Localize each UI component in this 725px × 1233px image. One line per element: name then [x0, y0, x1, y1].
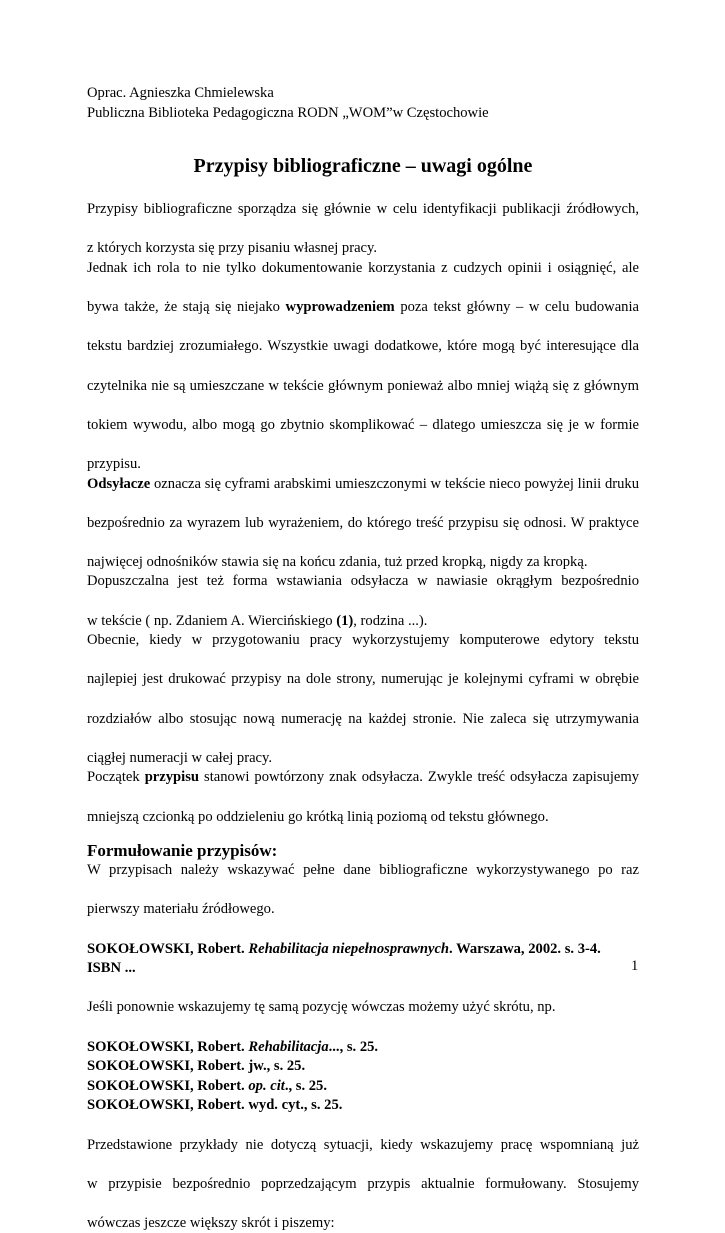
- citation-details: ..., s. 25.: [329, 1039, 378, 1055]
- citation-details: . Warszawa, 2002. s. 3-4.: [449, 941, 601, 957]
- citation-line: [87, 1057, 639, 1077]
- text-span: bywa także, że stają się niejako: [87, 299, 286, 315]
- text-line: z których korzysta się przy pisaniu własnej pracy.: [87, 239, 639, 259]
- text-span: Początek: [87, 769, 145, 785]
- citation-line: [87, 1038, 639, 1058]
- citation-text: SOKOŁOWSKI, Robert. wyd. cyt., s. 25.: [87, 1097, 342, 1113]
- citation-isbn: [87, 959, 639, 979]
- text-line: bezpośrednio za wyrazem lub wyrażeniem, do którego treść przypisu się odnosi. W praktyce: [87, 514, 639, 553]
- text-line: w przypisie bezpośrednio poprzedzającym przypis aktualnie formułowany. Stosujemy: [87, 1175, 639, 1214]
- text-span: w tekście ( np. Zdaniem A. Wiercińskiego: [87, 613, 336, 629]
- citation-line: [87, 1096, 639, 1116]
- text-span: stanowi powtórzony znak odsyłacza. Zwykle treść odsyłacza zapisujemy: [199, 769, 639, 785]
- page-number: 1: [631, 958, 638, 975]
- text-span: poza tekst główny – w celu budowania: [395, 299, 639, 315]
- text-line: czytelnika nie są umieszczane w tekście głównym ponieważ albo mniej wiążą się z głównym: [87, 377, 639, 416]
- citation-line: [87, 1077, 639, 1097]
- isbn-text: ISBN ...: [87, 960, 136, 976]
- bold-term: Odsyłacze: [87, 476, 150, 492]
- document-page: [87, 84, 639, 1233]
- bold-term: wyprowadzeniem: [286, 299, 395, 315]
- text-line: tokiem wywodu, albo mogą go zbytnio skomplikować – dlatego umieszcza się je w formie: [87, 416, 639, 455]
- institution-line: Publiczna Biblioteka Pedagogiczna RODN „WOM”w Częstochowie: [87, 104, 639, 124]
- citation-title: Rehabilitacja niepełnosprawnych: [248, 941, 449, 957]
- spacer: [87, 1018, 639, 1038]
- text-line: ciągłej numeracji w całej pracy.: [87, 749, 639, 769]
- text-line: wówczas jeszcze większy skrót i piszemy:: [87, 1214, 639, 1233]
- citation-example-full: [87, 940, 639, 979]
- text-line: przypisu.: [87, 455, 639, 475]
- text-line: [87, 475, 639, 514]
- text-line: najwięcej odnośników stawia się na końcu zdania, tuż przed kropką, nigdy za kropką.: [87, 553, 639, 573]
- text-line: Obecnie, kiedy w przygotowaniu pracy wykorzystujemy komputerowe edytory tekstu: [87, 631, 639, 670]
- text-span: , rodzina ...).: [353, 613, 427, 629]
- citation-examples-short: [87, 1038, 639, 1116]
- odsylacz-paragraph: [87, 475, 639, 828]
- spacer: [87, 979, 639, 999]
- text-line: [87, 298, 639, 337]
- text-line: najlepiej jest drukować przypisy na dole strony, numerując je kolejnymi cyframi w obrębie: [87, 670, 639, 709]
- text-line: Przedstawione przykłady nie dotyczą sytuacji, kiedy wskazujemy pracę wspomnianą już: [87, 1136, 639, 1175]
- citation-text: SOKOŁOWSKI, Robert. jw., s. 25.: [87, 1058, 305, 1074]
- text-line: Jeśli ponownie wskazujemy tę samą pozycję wówczas możemy użyć skrótu, np.: [87, 998, 639, 1018]
- section-heading: Formułowanie przypisów:: [87, 840, 639, 861]
- intro-paragraph: [87, 200, 639, 474]
- text-line: W przypisach należy wskazywać pełne dane bibliograficzne wykorzystywanego po raz: [87, 861, 639, 900]
- spacer: [87, 1116, 639, 1136]
- text-line: Przypisy bibliograficzne sporządza się głównie w celu identyfikacji publikacji źródłowych,: [87, 200, 639, 239]
- bold-term: przypisu: [145, 769, 199, 785]
- text-span: oznacza się cyframi arabskimi umieszczonymi w tekście nieco powyżej linii druku: [150, 476, 639, 492]
- text-line: rozdziałów albo stosując nową numerację na każdej stronie. Nie zaleca się utrzymywania: [87, 710, 639, 749]
- text-line: [87, 768, 639, 807]
- citation-author: SOKOŁOWSKI, Robert.: [87, 1039, 248, 1055]
- closing-paragraph: [87, 1136, 639, 1233]
- citation-author: SOKOŁOWSKI, Robert.: [87, 941, 248, 957]
- citation-line: [87, 940, 639, 960]
- text-line: [87, 612, 639, 632]
- citation-title: Rehabilitacja: [248, 1039, 328, 1055]
- spacer: [87, 920, 639, 940]
- citation-abbrev: op. cit: [248, 1078, 284, 1094]
- author-line: Oprac. Agnieszka Chmielewska: [87, 84, 639, 104]
- citation-author: SOKOŁOWSKI, Robert.: [87, 1078, 248, 1094]
- bold-term: (1): [336, 613, 353, 629]
- page-title: Przypisy bibliograficzne – uwagi ogólne: [87, 154, 639, 178]
- text-line: pierwszy materiału źródłowego.: [87, 900, 639, 920]
- citation-details: ., s. 25.: [285, 1078, 327, 1094]
- text-line: Dopuszczalna jest też forma wstawiania odsyłacza w nawiasie okrągłym bezpośrednio: [87, 572, 639, 611]
- text-line: mniejszą czcionką po oddzieleniu go krótką linią poziomą od tekstu głównego.: [87, 808, 639, 828]
- text-line: Jednak ich rola to nie tylko dokumentowanie korzystania z cudzych opinii i osiągnięć, ale: [87, 259, 639, 298]
- text-line: tekstu bardziej zrozumiałego. Wszystkie uwagi dodatkowe, które mogą być interesujące dla: [87, 337, 639, 376]
